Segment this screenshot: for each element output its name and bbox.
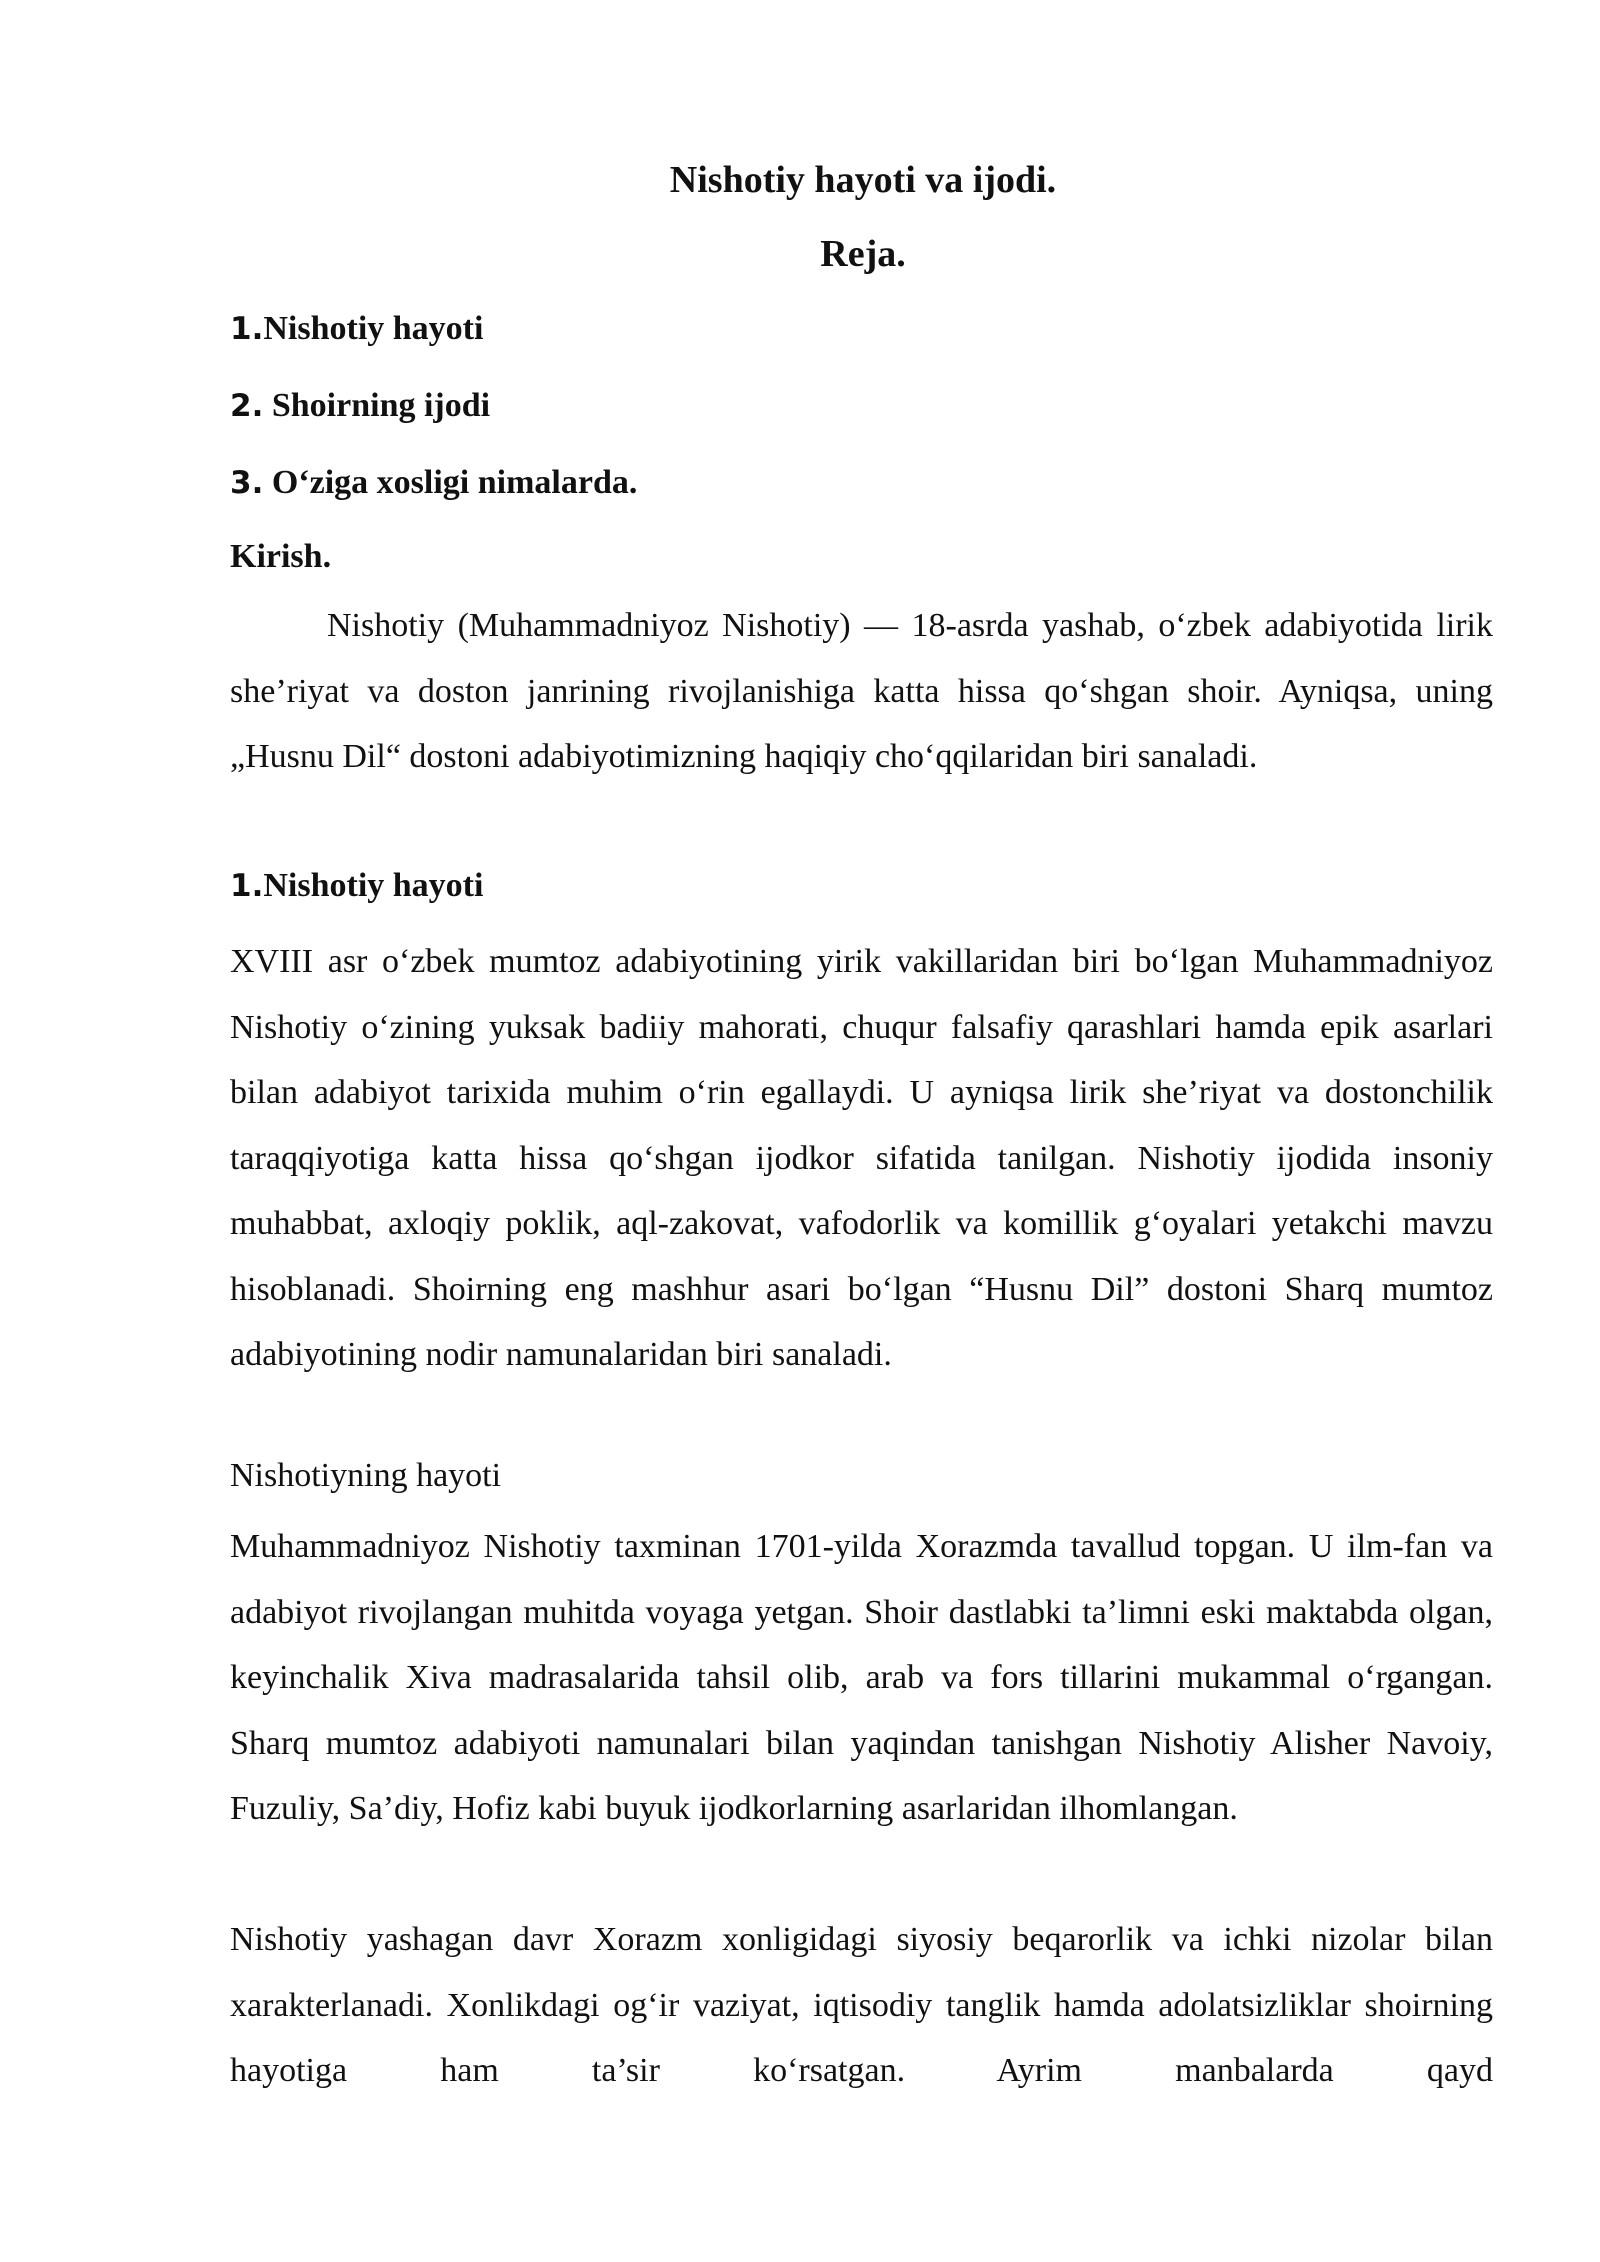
intro-heading: Kirish.: [230, 538, 332, 575]
era-paragraph: Nishotiy yashagan davr Xorazm xonligidagi siyosiy beqarorlik va ichki nizolar bilan xarakterlanadi. Xonlikdagi og‘ir vaziyat, iqtisodiy tanglik hamda adolatsizliklar shoirning hayotiga ham ta’sir ko‘rsatgan. Ayrim manbalarda qayd: [230, 1921, 1493, 2089]
plan-item-text: O‘ziga xosligi nimalarda.: [263, 464, 638, 501]
plan-item-number: 3.: [230, 465, 264, 501]
plan-item-text: Shoirning ijodi: [263, 387, 491, 424]
section-heading-hayoti: [230, 866, 483, 906]
plan-item-number: 2.: [230, 388, 264, 424]
plan-item-1: [230, 309, 483, 349]
plan-item-2: [230, 386, 490, 426]
subheading-nishotiyning-hayoti: Nishotiyning hayoti: [230, 1457, 502, 1494]
plan-item-3: [230, 463, 637, 503]
plan-title: Reja.: [820, 233, 906, 275]
intro-paragraph: [230, 593, 1493, 790]
document-title: Nishotiy hayoti va ijodi.: [669, 159, 1057, 201]
intro-paragraph-text: Nishotiy (Muhammadniyoz Nishotiy) — 18-asrda yashab, o‘zbek adabiyotida lirik she’riyat va doston janrining rivojlanishiga katta hissa qo‘shgan shoir. Ayniqsa, uning „Husnu Dil“ dostoni adabiyotimizning haqiqiy cho‘qqilaridan biri sanaladi.: [230, 607, 1493, 775]
plan-item-number: 1.: [230, 311, 264, 347]
life-paragraph: Muhammadniyoz Nishotiy taxminan 1701-yilda Xorazmda tavallud topgan. U ilm-fan va adabiyot rivojlangan muhitda voyaga yetgan. Shoir dastlabki ta’limni eski maktabda olgan, keyinchalik Xiva madrasalarida tahsil olib, arab va fors tillarini mukammal o‘rgangan. Sharq mumtoz adabiyoti namunalari bilan yaqindan tanishgan Nishotiy Alisher Navoiy, Fuzuliy, Sa’diy, Hofiz kabi buyuk ijodkorlarning asarlaridan ilhomlangan.: [230, 1528, 1493, 1827]
section1-paragraph: XVIII asr o‘zbek mumtoz adabiyotining yirik vakillaridan biri bo‘lgan Muhammadniyoz Nishotiy o‘zining yuksak badiiy mahorati, chuqur falsafiy qarashlari hamda epik asarlari bilan adabiyot tarixida muhim o‘rin egallaydi. U ayniqsa lirik she’riyat va dostonchilik taraqqiyotiga katta hissa qo‘shgan ijodkor sifatida tanilgan. Nishotiy ijodida insoniy muhabbat, axloqiy poklik, aql-zakovat, vafodorlik va komillik g‘oyalari yetakchi mavzu hisoblanadi. Shoirning eng mashhur asari bo‘lgan “Husnu Dil” dostoni Sharq mumtoz adabiyotining nodir namunalaridan biri sanaladi.: [230, 943, 1493, 1373]
section-heading-text: Nishotiy hayoti: [263, 867, 484, 904]
plan-item-text: Nishotiy hayoti: [263, 310, 484, 347]
section-number: 1.: [230, 868, 264, 904]
